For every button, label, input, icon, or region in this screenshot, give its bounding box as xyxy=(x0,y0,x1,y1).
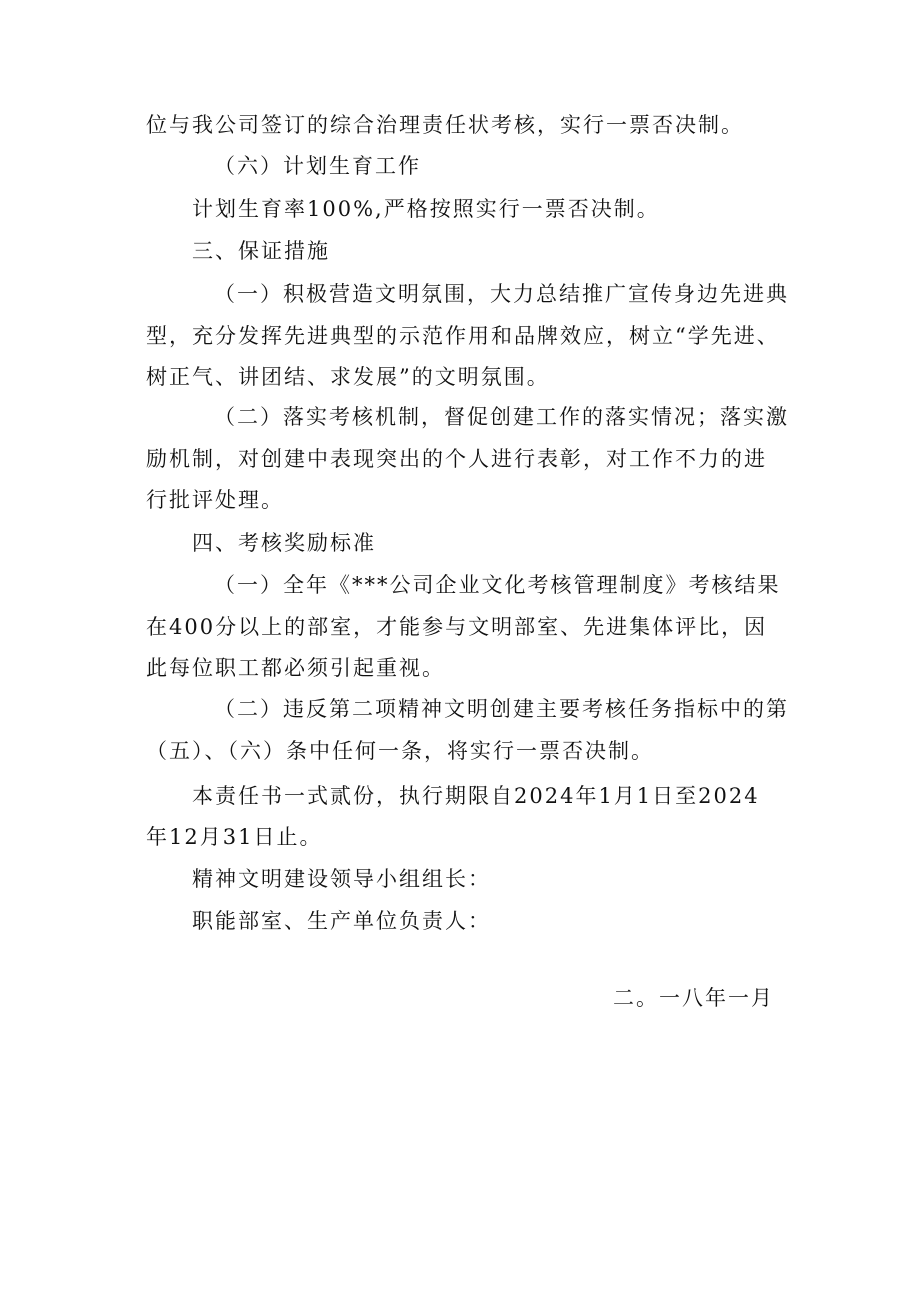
section-heading-rewards: 四、考核奖励标准 xyxy=(192,531,376,555)
section-heading-family-planning: （六）计划生育工作 xyxy=(214,154,421,178)
text-line-rewards-1b: 在400分以上的部室，才能参与文明部室、先进集体评比，因 xyxy=(146,615,768,639)
text-line-rewards-1c: 此每位职工都必须引起重视。 xyxy=(146,656,445,680)
text-line-validity-a: 本责任书一式贰份，执行期限自2024年1月1日至2024 xyxy=(192,784,760,808)
text-line-1: 位与我公司签订的综合治理责任状考核，实行一票否决制。 xyxy=(146,113,744,137)
text-line-guarantee-2c: 行批评处理。 xyxy=(146,488,284,512)
text-line-guarantee-1b: 型，充分发挥先进典型的示范作用和品牌效应，树立“学先进、 xyxy=(146,324,780,348)
document-date: 二。一八年一月 xyxy=(613,986,774,1010)
text-line-guarantee-1c: 树正气、讲团结、求发展”的文明氛围。 xyxy=(146,365,550,389)
text-line-validity-b: 年12月31日止。 xyxy=(146,825,323,849)
text-line-rewards-2b: （五）、（六）条中任何一条，将实行一票否决制。 xyxy=(146,739,654,763)
text-line-rewards-2a: （二）违反第二项精神文明创建主要考核任务指标中的第 xyxy=(214,697,789,721)
text-line-rewards-1a: （一）全年《***公司企业文化考核管理制度》考核结果 xyxy=(214,573,781,597)
text-line-guarantee-1a: （一）积极营造文明氛围，大力总结推广宣传身边先进典 xyxy=(214,282,789,306)
text-line-guarantee-2a: （二）落实考核机制，督促创建工作的落实情况；落实激 xyxy=(214,405,789,429)
text-line-guarantee-2b: 励机制，对创建中表现突出的个人进行表彰，对工作不力的进 xyxy=(146,447,767,471)
signature-line-leader: 精神文明建设领导小组组长： xyxy=(192,867,491,891)
text-line-family-planning: 计划生育率100%,严格按照实行一票否决制。 xyxy=(192,197,660,221)
signature-line-department-head: 职能部室、生产单位负责人： xyxy=(192,909,491,933)
section-heading-guarantee: 三、保证措施 xyxy=(192,239,330,263)
